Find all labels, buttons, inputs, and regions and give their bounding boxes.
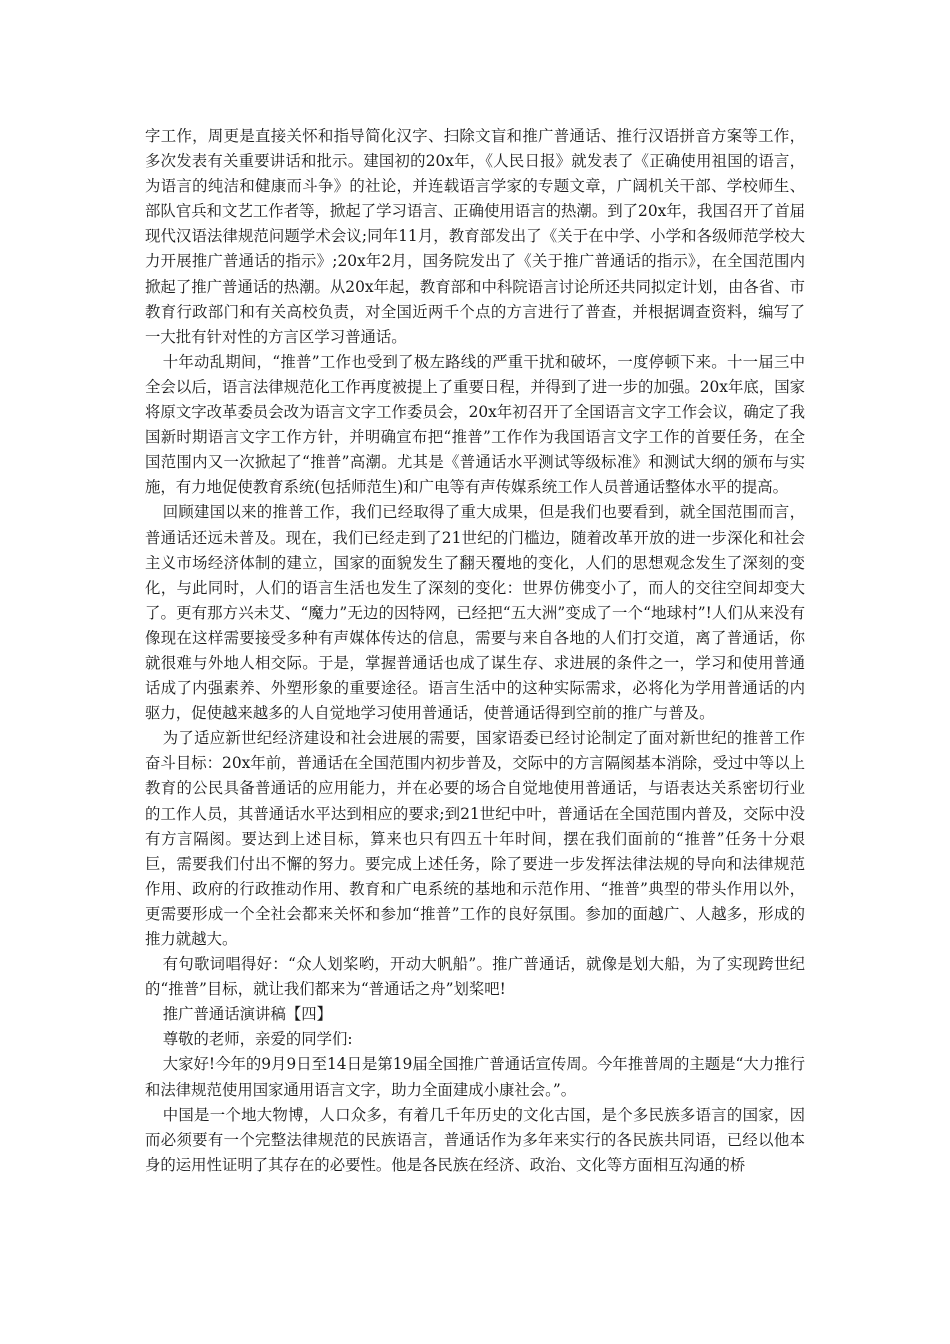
- paragraph: 中国是一个地大物博，人口众多，有着几千年历史的文化古国，是个多民族多语言的国家，因而必须要有一个完整法律规范的民族语言，普通话作为多年来实行的各民族共同语，已经以他本身的运用性证明了其存在的必要性。他是各民族在经济、政治、文化等方面相互沟通的桥: [145, 1105, 805, 1174]
- section-title: 推广普通话演讲稿【四】: [162, 1005, 333, 1024]
- paragraph: 十年动乱期间，“推普”工作也受到了极左路线的严重干扰和破坏，一度停顿下来。十一届三中全会以后，语言法律规范化工作再度被提上了重要日程，并得到了进一步的加强。20x年底，国家将原文字改革委员会改为语言文字工作委员会，20x年初召开了全国语言文字工作会议，确定了我国新时期语言文字工作方针，并明确宣布把“推普”工作作为我国语言文字工作的首要任务，在全国范围内又一次掀起了“推普”高潮。尤其是《普通话水平测试等级标准》和测试大纲的颁布与实施，有力地促使教育系统(包括师范生)和广电等有声传媒系统工作人员普通话整体水平的提高。: [145, 352, 805, 497]
- paragraph: 大家好!今年的9月9日至14日是第19届全国推广普通话宣传周。今年推普周的主题是“大力推行和法律规范使用国家通用语言文字，助力全面建成小康社会。”。: [145, 1055, 805, 1099]
- paragraph-continued: 字工作，周更是直接关怀和指导简化汉字、扫除文盲和推广普通话、推行汉语拼音方案等工作，多次发表有关重要讲话和批示。建国初的20x年，《人民日报》就发表了《正确使用祖国的语言，为语言的纯洁和健康而斗争》的社论，并连载语言学家的专题文章，广阔机关干部、学校师生、部队官兵和文艺工作者等，掀起了学习语言、正确使用语言的热潮。到了20x年，我国召开了首届现代汉语法律规范问题学术会议;同年11月，教育部发出了《关于在中学、小学和各级师范学校大力开展推广普通话的指示》;20x年2月，国务院发出了《关于推广普通话的指示》，在全国范围内掀起了推广普通话的热潮。从20x年起，教育部和中科院语言讨论所还共同拟定计划，由各省、市教育行政部门和有关高校负责，对全国近两千个点的方言进行了普查，并根据调查资料，编写了一大批有针对性的方言区学习普通话。: [145, 127, 805, 346]
- greeting: 尊敬的老师，亲爱的同学们:: [162, 1030, 353, 1049]
- document-page: [145, 124, 805, 1178]
- paragraph: 回顾建国以来的推普工作，我们已经取得了重大成果，但是我们也要看到，就全国范围而言，普通话还远未普及。现在，我们已经走到了21世纪的门槛边，随着改革开放的进一步深化和社会主义市场经济体制的建立，国家的面貌发生了翻天覆地的变化，人们的思想观念发生了深刻的变化，与此同时，人们的语言生活也发生了深刻的变化：世界仿佛变小了，而人的交往空间却变大了。更有那方兴未艾、“魔力”无边的因特网，已经把“五大洲”变成了一个“地球村”!人们从来没有像现在这样需要接受多种有声媒体传达的信息，需要与来自各地的人们打交道，离了普通话，你就很难与外地人相交际。于是，掌握普通话也成了谋生存、求进展的条件之一，学习和使用普通话成了内强素养、外塑形象的重要途径。语言生活中的这种实际需求，必将化为学用普通话的内驱力，促使越来越多的人自觉地学习使用普通话，使普通话得到空前的推广与普及。: [145, 503, 805, 723]
- paragraph: 为了适应新世纪经济建设和社会进展的需要，国家语委已经讨论制定了面对新世纪的推普工作奋斗目标：20x年前，普通话在全国范围内初步普及，交际中的方言隔阂基本消除，受过中等以上教育的公民具备普通话的应用能力，并在必要的场合自觉地使用普通话，与语表达关系密切行业的工作人员，其普通话水平达到相应的要求;到21世纪中叶，普通话在全国范围内普及，交际中没有方言隔阂。要达到上述目标，算来也只有四五十年时间，摆在我们面前的“推普”任务十分艰巨，需要我们付出不懈的努力。要完成上述任务，除了要进一步发挥法律法规的导向和法律规范作用、政府的行政推动作用、教育和广电系统的基地和示范作用、“推普”典型的带头作用以外，更需要形成一个全社会都来关怀和参加“推普”工作的良好氛围。参加的面越广、人越多，形成的推力就越大。: [145, 729, 805, 948]
- paragraph: 有句歌词唱得好：“众人划桨哟，开动大帆船”。推广普通话，就像是划大船，为了实现跨世纪的“推普”目标，就让我们都来为“普通话之舟”划桨吧!: [145, 955, 805, 999]
